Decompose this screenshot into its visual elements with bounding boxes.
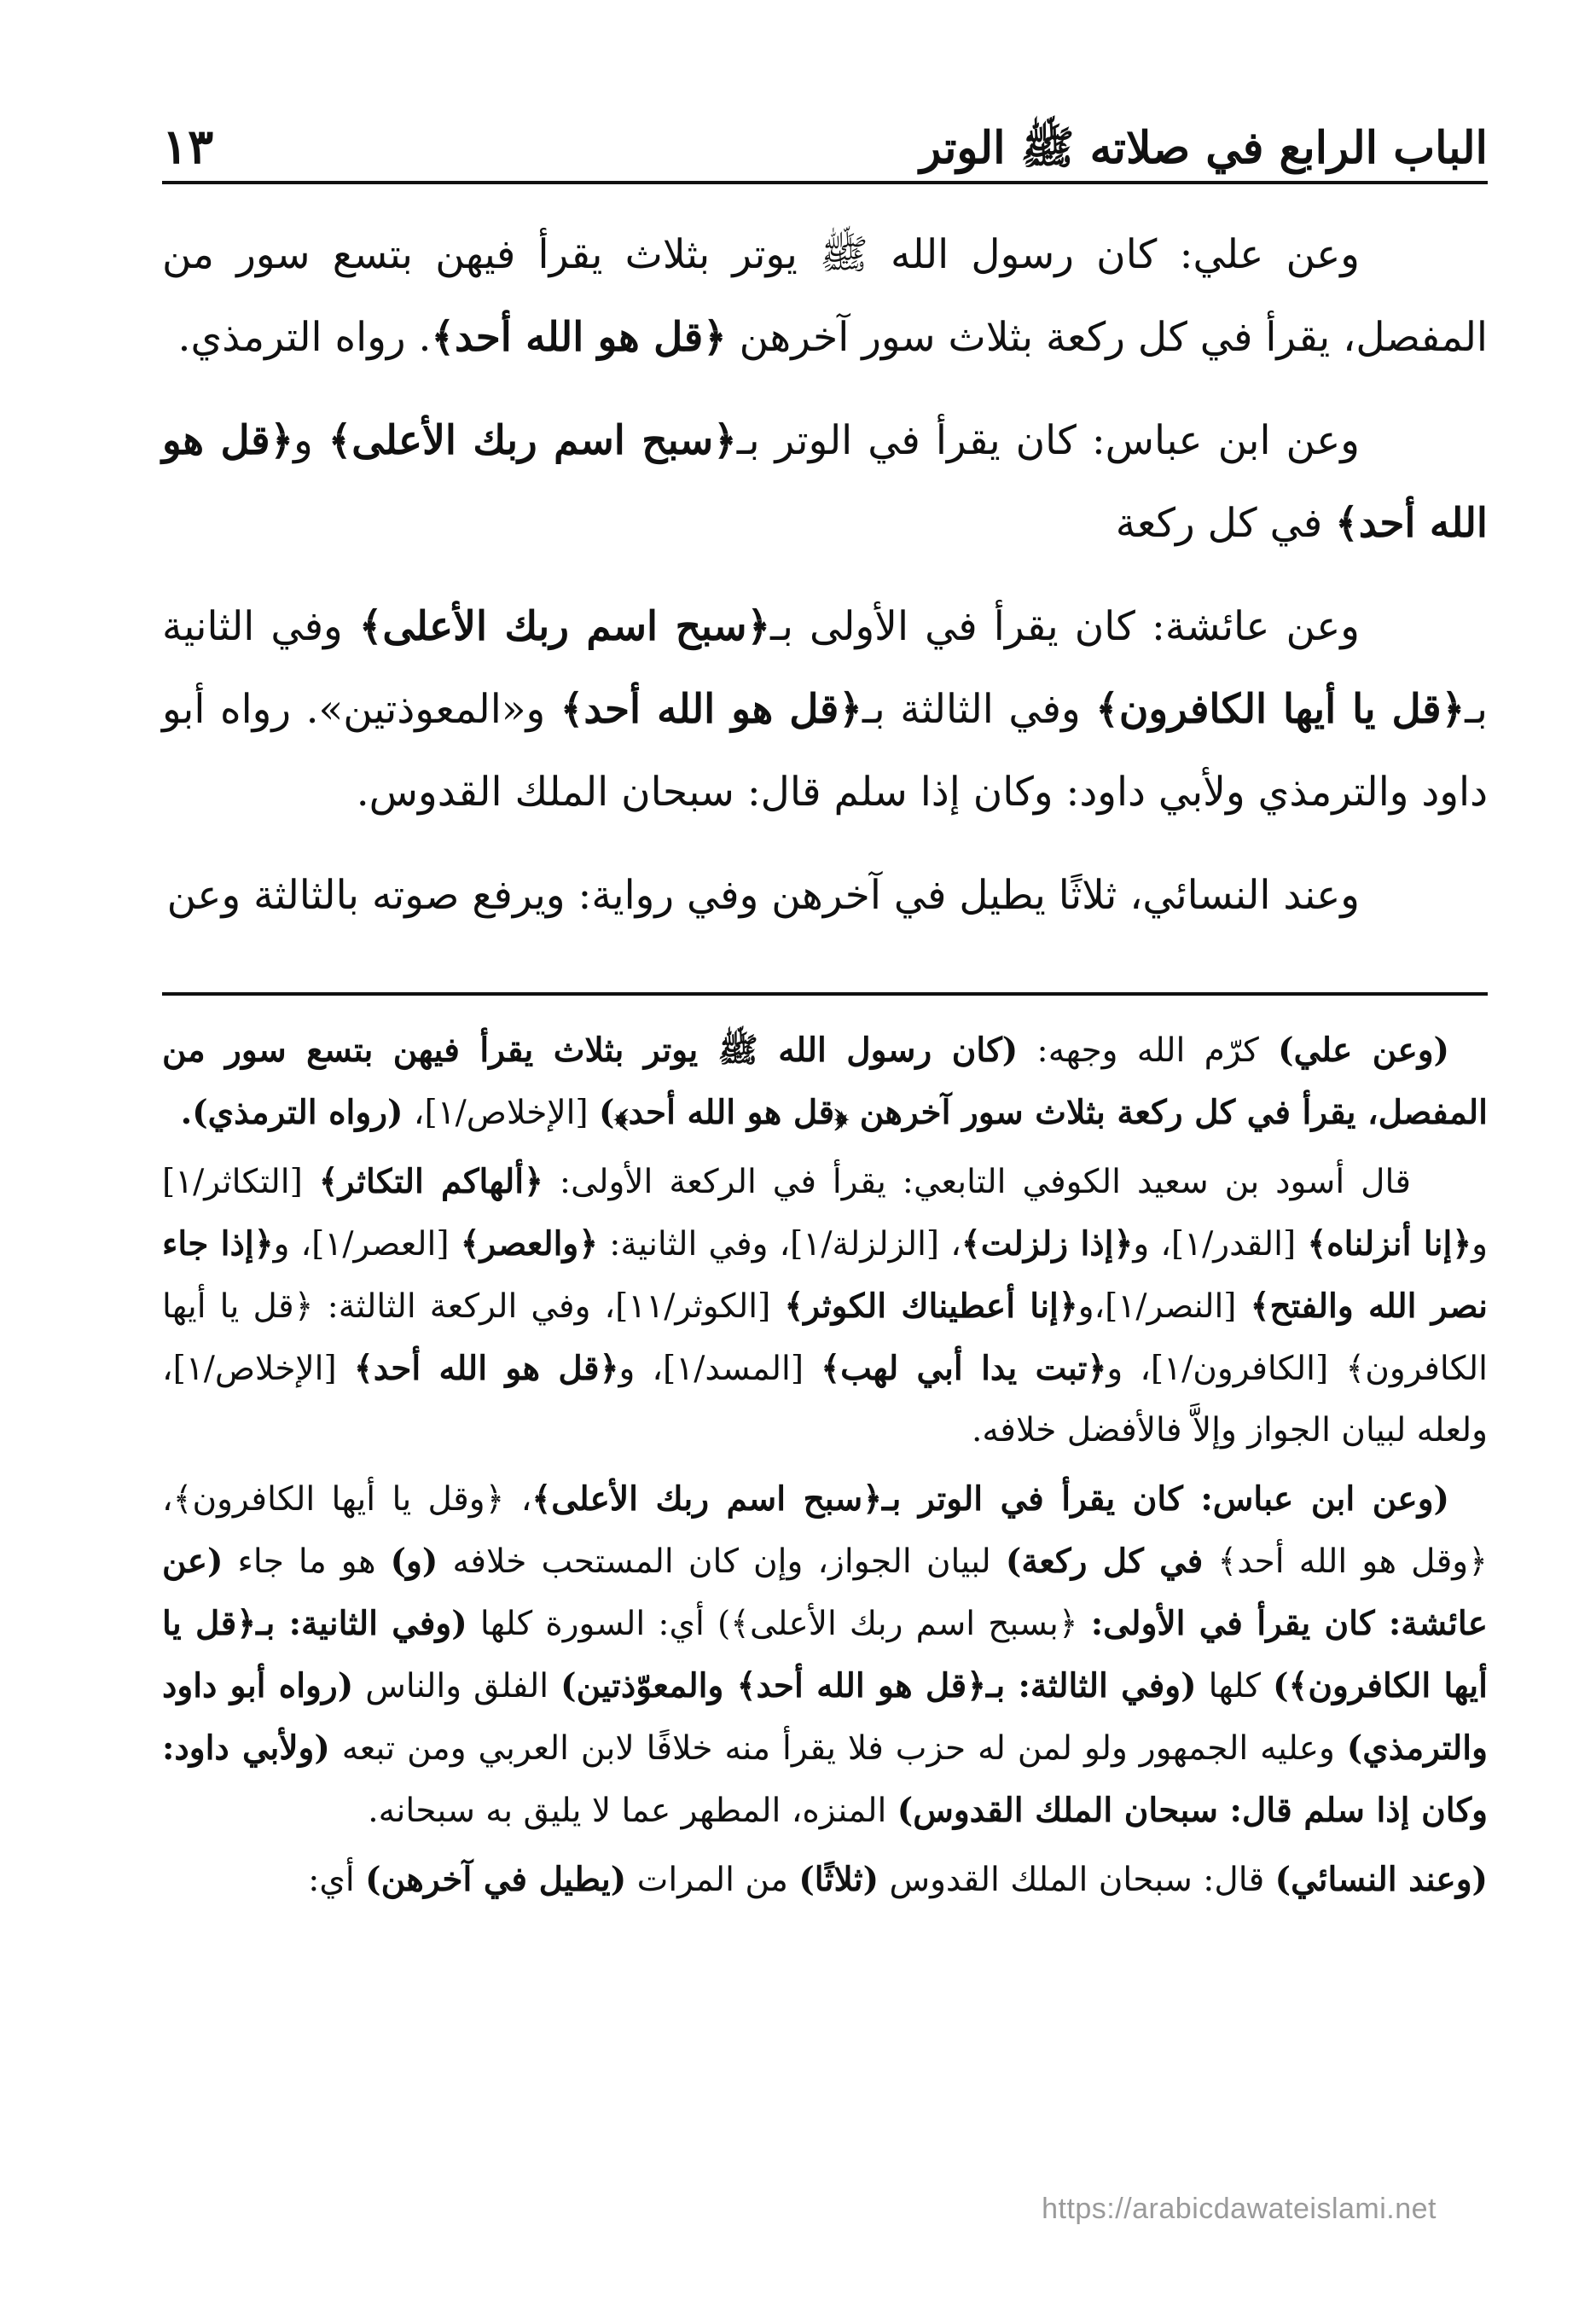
main-text xyxy=(162,213,1488,957)
commentary-ali: (وعن علي) كرّم الله وجهه: (كان رسول الله ﷺ يوتر بثلاث يقرأ فيهن بتسع سور من المفصل، يقرأ في كل ركعة بثلاث سور آخرهن ﴿قل هو الله أحد﴾) [الإخلاص/١]، (رواه الترمذي). xyxy=(162,1031,1488,1132)
quran-quote: ﴿قل هو الله أحد﴾ xyxy=(560,686,862,733)
quran-quote: ﴿سبح اسم ربك الأعلى﴾ xyxy=(358,603,771,650)
quran-quote: ﴿سبح اسم ربك الأعلى﴾ xyxy=(328,417,737,464)
hadith-ibn-abbas: وعن ابن عباس: كان يقرأ في الوتر بـ﴿سبح اسم ربك الأعلى﴾ و﴿قل هو الله أحد﴾ في كل ركعة xyxy=(162,417,1488,547)
commentary-rule xyxy=(162,992,1488,996)
chapter-title: الباب الرابع في صلاته ﷺ الوتر xyxy=(920,122,1488,174)
source-watermark: https://arabicdawateislami.net xyxy=(1042,2193,1437,2225)
page-header xyxy=(162,94,1488,175)
header-rule xyxy=(162,181,1488,184)
hadith-nasai: وعند النسائي، ثلاثًا يطيل في آخرهن وفي رواية: ويرفع صوته بالثالثة وعن xyxy=(166,872,1360,919)
page-number: ١٣ xyxy=(162,119,214,175)
commentary-text xyxy=(162,1020,1488,1918)
quran-quote: ﴿قل يا أيها الكافرون﴾ xyxy=(1095,686,1466,733)
hadith-aisha: وعن عائشة: كان يقرأ في الأولى بـ﴿سبح اسم ربك الأعلى﴾ وفي الثانية بـ﴿قل يا أيها الكافرون﴾ وفي الثالثة بـ﴿قل هو الله أحد﴾ و«المعوذتين». رواه أبو داود والترمذي ولأبي داود: وكان إذا سلم قال: سبحان الملك القدوس. xyxy=(162,603,1488,816)
commentary-ibn-abbas: (وعن ابن عباس: كان يقرأ في الوتر بـ﴿سبح اسم ربك الأعلى﴾، ﴿وقل يا أيها الكافرون﴾، ﴿وقل هو الله أحد﴾ في كل ركعة) لبيان الجواز، وإن كان المستحب خلافه (و) هو ما جاء (عن عائشة: كان يقرأ في الأولى: ﴿بسبح اسم ربك الأعلى﴾) أي: السورة كلها (وفي الثانية: بـ﴿قل يا أيها الكافرون﴾) كلها (وفي الثالثة: بـ﴿قل هو الله أحد﴾ والمعوّذتين) الفلق والناس (رواه أبو داود والترمذي) وعليه الجمهور ولو لمن له حزب فلا يقرأ منه خلافًا لابن العربي ومن تبعه (ولأبي داود: وكان إذا سلم قال: سبحان الملك القدوس) المنزه، المطهر عما لا يليق به سبحانه. xyxy=(162,1479,1488,1830)
quran-quote: ﴿قل هو الله أحد﴾ xyxy=(431,314,727,361)
quran-quote: ﴿قل هو الله أحد﴾ xyxy=(162,417,1488,547)
hadith-ali: وعن علي: كان رسول الله ﷺ يوتر بثلاث يقرأ فيهن بتسع سور من المفصل، يقرأ في كل ركعة بثلاث سور آخرهن ﴿قل هو الله أحد﴾. رواه الترمذي. xyxy=(162,231,1488,361)
commentary-aswad: قال أسود بن سعيد الكوفي التابعي: يقرأ في الركعة الأولى: ﴿ألهاكم التكاثر﴾ [التكاثر/١] و﴿إنا أنزلناه﴾ [القدر/١]، و﴿إذا زلزلت﴾، [الزلزلة/١]، وفي الثانية: ﴿والعصر﴾ [العصر/١]، و﴿إذا جاء نصر الله والفتح﴾ [النصر/١]،و﴿إنا أعطيناك الكوثر﴾ [الكوثر/١١]، وفي الركعة الثالثة: ﴿قل يا أيها الكافرون﴾ [الكافرون/١]، و﴿تبت يدا أبي لهب﴾ [المسد/١]، و﴿قل هو الله أحد﴾ [الإخلاص/١]، ولعله لبيان الجواز وإلاَّ فالأفضل خلافه. xyxy=(162,1162,1488,1450)
commentary-nasai: (وعند النسائي) قال: سبحان الملك القدوس (ثلاثًا) من المرات (يطيل في آخرهن) أي: xyxy=(308,1860,1488,1899)
